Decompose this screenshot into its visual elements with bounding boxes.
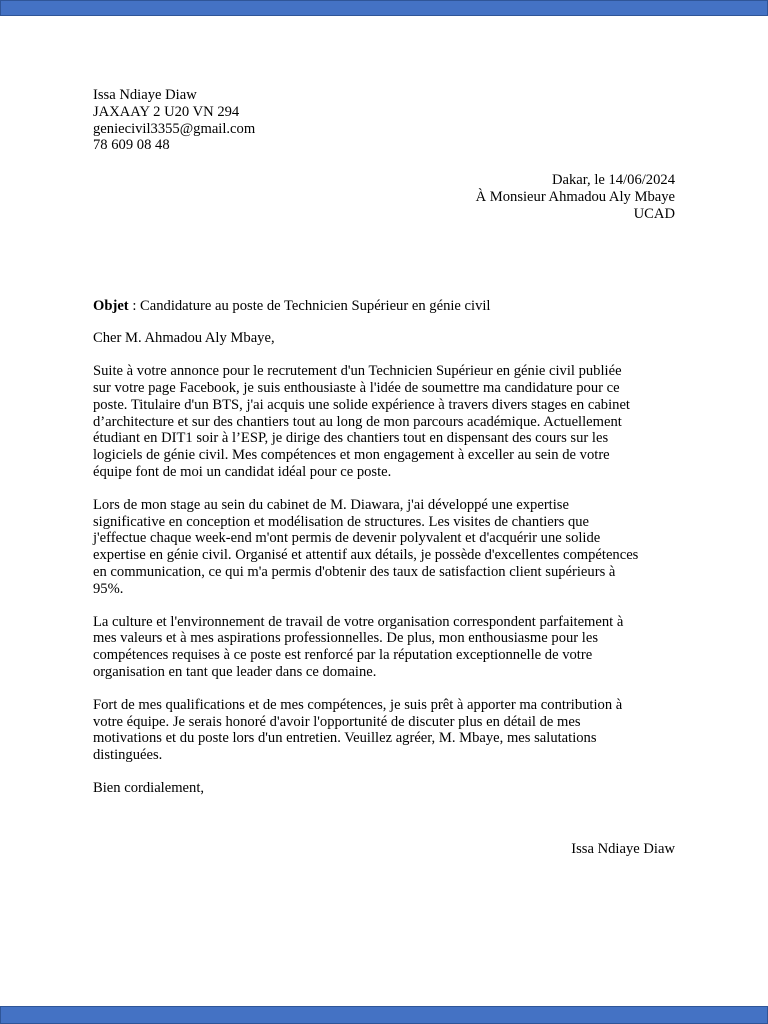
paragraph-line: Suite à votre annonce pour le recrutement d'un Technicien Supérieur en génie civil publiée xyxy=(93,363,622,380)
paragraph-line: équipe font de moi un candidat idéal pour ce poste. xyxy=(93,463,392,480)
sender-email: geniecivil3355@gmail.com xyxy=(93,120,256,137)
paragraph-line: distinguées. xyxy=(93,747,163,764)
paragraph-line: Fort de mes qualifications et de mes compétences, je suis prêt à apporter ma contribution à xyxy=(93,696,623,713)
closing: Bien cordialement, xyxy=(93,779,205,796)
place-date: Dakar, le 14/06/2024 xyxy=(551,172,675,189)
recipient-name: À Monsieur Ahmadou Aly Mbaye xyxy=(475,188,675,205)
paragraph-line: étudiant en DIT1 soir à l’ESP, je dirige des chantiers tout en dispensant des cours sur les xyxy=(93,430,609,447)
sender-address: JAXAAY 2 U20 VN 294 xyxy=(93,103,240,120)
paragraph-line: Lors de mon stage au sein du cabinet de M. Diawara, j'ai développé une expertise xyxy=(93,496,569,513)
sender-phone: 78 609 08 48 xyxy=(93,137,170,154)
recipient-block xyxy=(93,172,675,222)
paragraph-line: La culture et l'environnement de travail de votre organisation correspondent parfaitement à xyxy=(93,613,624,630)
paragraph-line: significative en conception et modélisation de structures. Les visites de chantiers que xyxy=(93,513,590,530)
paragraph-line: logiciels de génie civil. Mes compétences et mon engagement à exceller au sein de votre xyxy=(93,447,610,464)
sender-block xyxy=(93,87,675,154)
subject-line xyxy=(93,298,675,315)
paragraph-4 xyxy=(93,697,675,764)
recipient-org: UCAD xyxy=(633,205,675,222)
paragraph-line: votre équipe. Je serais honoré d'avoir l'opportunité de discuter plus en détail de mes xyxy=(93,713,581,730)
paragraph-line: expertise en génie civil. Organisé et attentif aux détails, je possède d'excellentes compétences xyxy=(93,547,639,564)
letter-page xyxy=(93,87,675,858)
signature: Issa Ndiaye Diaw xyxy=(571,840,675,857)
paragraph-3 xyxy=(93,614,675,681)
top-border-bar xyxy=(0,0,768,16)
paragraph-line: en communication, ce qui m'a permis d'obtenir des taux de satisfaction client supérieurs à xyxy=(93,563,616,580)
paragraph-line: motivations et du poste lors d'un entretien. Veuillez agréer, M. Mbaye, mes salutations xyxy=(93,730,597,747)
paragraph-line: compétences requises à ce poste est renforcé par la réputation exceptionnelle de votre xyxy=(93,647,593,664)
subject-text: : Candidature au poste de Technicien Supérieur en génie civil xyxy=(128,297,491,314)
paragraph-line: mes valeurs et à mes aspirations professionnelles. De plus, mon enthousiasme pour les xyxy=(93,630,599,647)
paragraph-line: j'effectue chaque week-end m'ont permis de devenir polyvalent et d'acquérir une solide xyxy=(93,530,601,547)
paragraph-line: organisation en tant que leader dans ce domaine. xyxy=(93,663,377,680)
sender-name: Issa Ndiaye Diaw xyxy=(93,87,197,103)
greeting: Cher M. Ahmadou Aly Mbaye, xyxy=(93,330,275,347)
paragraph-line: 95%. xyxy=(93,580,124,597)
bottom-border-bar xyxy=(0,1006,768,1024)
paragraph-2 xyxy=(93,497,675,598)
paragraph-1 xyxy=(93,363,675,481)
paragraph-line: sur votre page Facebook, je suis enthousiaste à l'idée de soumettre ma candidature pour ce xyxy=(93,379,620,396)
subject-label: Objet xyxy=(93,297,129,314)
paragraph-line: d’architecture et sur des chantiers tout au long de mon parcours académique. Actuellement xyxy=(93,413,622,430)
paragraph-line: poste. Titulaire d'un BTS, j'ai acquis une solide expérience à travers divers stages en cabinet xyxy=(93,396,630,413)
